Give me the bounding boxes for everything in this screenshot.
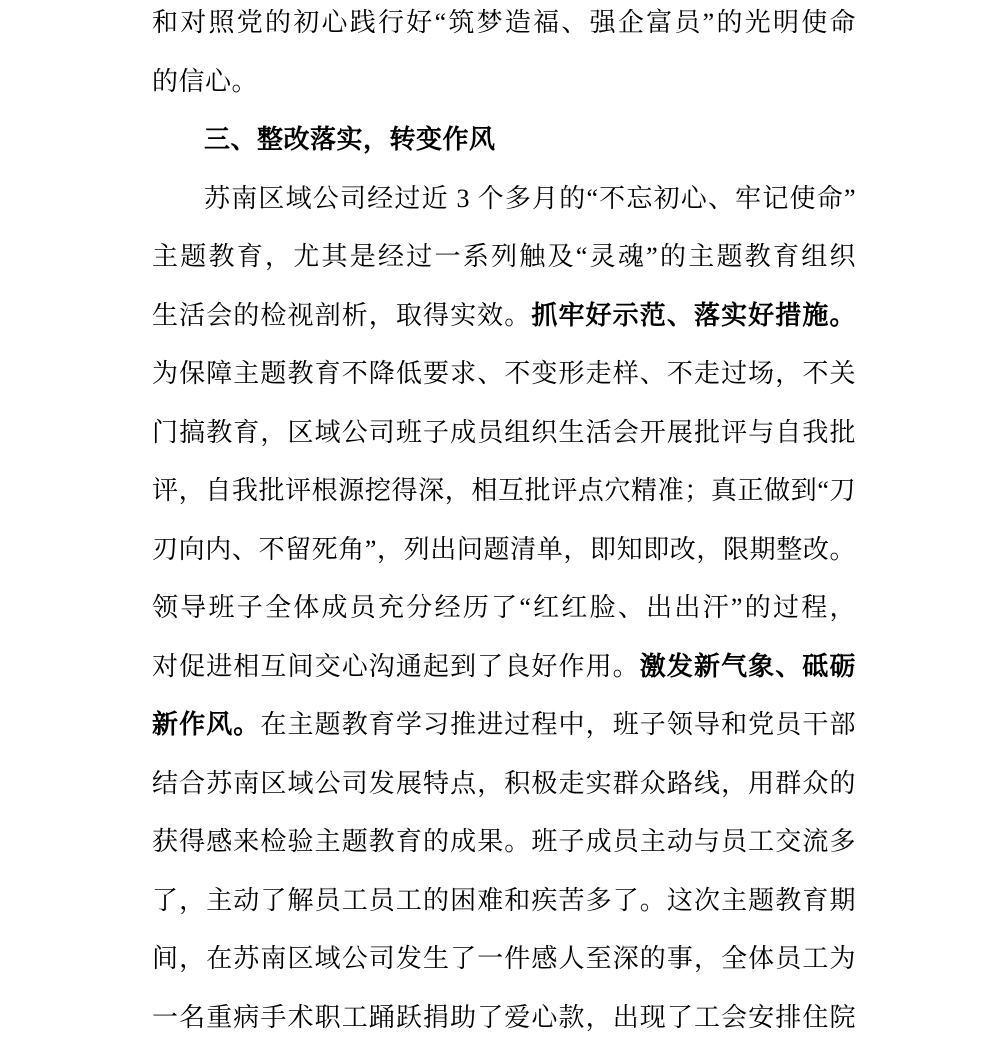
bold-text-run: 抓牢好示范、落实好措施。 — [531, 300, 856, 330]
text-line — [152, 579, 856, 638]
heading-line — [152, 111, 856, 170]
text-run: 主题教育，尤其是经过一系列触及“灵魂”的主题教育组织 — [152, 242, 856, 271]
text-line — [152, 755, 856, 814]
text-line — [152, 228, 856, 287]
text-line — [152, 345, 856, 404]
document-body — [152, 0, 856, 1045]
text-run: 了，主动了解员工员工的困难和疾苦多了。这次主题教育期 — [152, 885, 856, 915]
text-line — [152, 989, 856, 1045]
text-line — [152, 462, 856, 521]
text-line — [152, 813, 856, 872]
text-line — [152, 404, 856, 463]
text-run: 获得感来检验主题教育的成果。班子成员主动与员工交流多 — [152, 827, 856, 856]
text-line — [152, 521, 856, 580]
text-line — [152, 638, 856, 697]
bold-text-run: 三、整改落实，转变作风 — [204, 125, 496, 154]
text-run: 领导班子全体成员充分经历了“红红脸、出出汗”的过程， — [152, 593, 856, 622]
text-run: 结合苏南区域公司发展特点，积极走实群众路线，用群众的 — [152, 768, 856, 798]
text-run: 对促进相互间交心沟通起到了良好作用。 — [152, 651, 640, 681]
text-line — [152, 0, 856, 53]
text-run: 苏南区域公司经过近 3 个多月的“不忘初心、牢记使命” — [204, 183, 856, 213]
text-run: 为保障主题教育不降低要求、不变形走样、不走过场，不关 — [152, 359, 856, 388]
bold-text-run: 新作风。 — [152, 710, 261, 739]
text-line — [152, 872, 856, 931]
text-run: 评，自我批评根源挖得深，相互批评点穴精准；真正做到“刀 — [152, 476, 856, 505]
text-run: 刃向内、不留死角”，列出问题清单，即知即改，限期整改。 — [152, 534, 856, 564]
text-line — [152, 170, 856, 229]
text-line — [152, 287, 856, 346]
text-run: 门搞教育，区域公司班子成员组织生活会开展批评与自我批 — [152, 417, 856, 447]
text-run: 在主题教育学习推进过程中，班子领导和党员干部 — [260, 710, 856, 739]
text-run: 一名重病手术职工踊跃捐助了爱心款，出现了工会安排住院 — [152, 1002, 856, 1032]
text-run: 的信心。 — [152, 66, 259, 96]
text-line — [152, 930, 856, 989]
text-run: 间，在苏南区域公司发生了一件感人至深的事，全体员工为 — [152, 944, 856, 973]
bold-text-run: 激发新气象、砥砺 — [639, 651, 856, 681]
text-run: 生活会的检视剖析，取得实效。 — [152, 300, 532, 330]
text-line — [152, 53, 856, 112]
text-run: 和对照党的初心践行好“筑梦造福、强企富员”的光明使命 — [152, 8, 856, 37]
text-line — [152, 696, 856, 755]
